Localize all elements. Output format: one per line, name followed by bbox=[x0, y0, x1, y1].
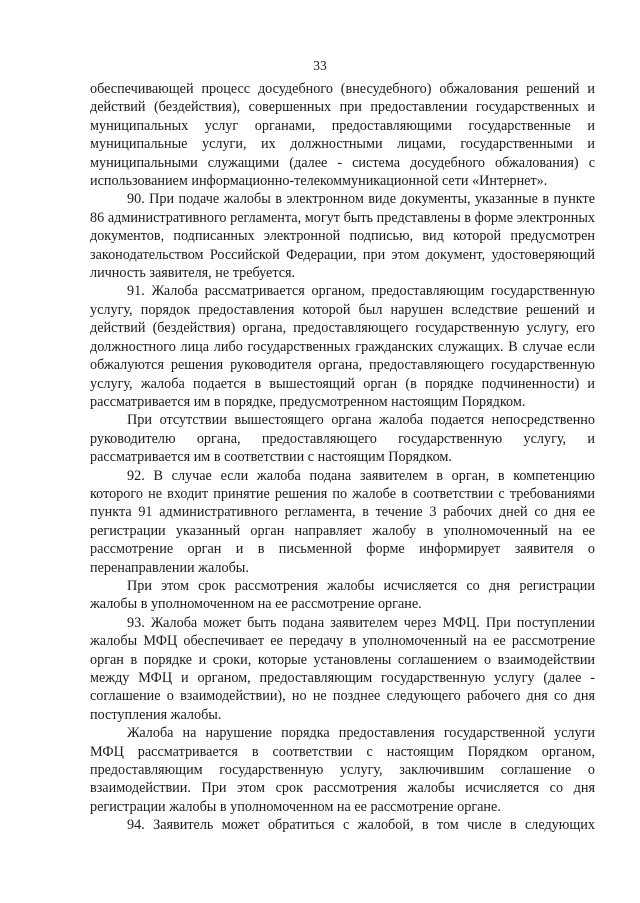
paragraph-90: 90. При подаче жалобы в электронном виде документы, указанные в пункте 86 административного регламента, могут быть представлены в форме электронных документов, подписанных электронной подписью, вид которой предусмотрен законодательством Российской Федерации, при этом документ, удостоверяющий личность заявителя, не требуется. bbox=[90, 191, 595, 282]
paragraph-92-continued: При этом срок рассмотрения жалобы исчисляется со дня регистрации жалобы в уполномоченном на ее рассмотрение органе. bbox=[90, 577, 595, 613]
paragraph-92: 92. В случае если жалоба подана заявителем в орган, в компетенцию которого не входит принятие решения по жалобе в соответствии с требованиями пункта 91 административного регламента, в течение 3 рабочих дней со дня ее регистрации указанный орган направляет жалобу в уполномоченный на ее рассмотрение орган и в письменной форме информирует заявителя о перенаправлении жалобы. bbox=[90, 467, 595, 576]
paragraph-continuation: обеспечивающей процесс досудебного (внесудебного) обжалования решений и действий (бездействия), совершенных при предоставлении государственных и муниципальных услуг органами, предоставляющими государственные и муниципальные услуги, их должностными лицами, государственными и муниципальными служащими (далее - система досудебного обжалования) с использованием информационно-телекоммуникационной сети «Интернет». bbox=[90, 81, 595, 190]
paragraph-94: 94. Заявитель может обратиться с жалобой, в том числе в следующих bbox=[127, 817, 595, 834]
paragraph-93-continued: Жалоба на нарушение порядка предоставления государственной услуги МФЦ рассматривается в соответствии с настоящим Порядком органом, предоставляющим государственную услугу, заключившим соглашение о взаимодействии. При этом срок рассмотрения жалобы исчисляется со дня регистрации жалобы в уполномоченном на ее рассмотрение органе. bbox=[90, 725, 595, 815]
document-body bbox=[90, 80, 595, 835]
paragraph-91-continued: При отсутствии вышестоящего органа жалоба подается непосредственно руководителю органа, предоставляющего государственную услугу, и рассматривается им в соответствии с настоящим Порядком. bbox=[90, 412, 595, 466]
paragraph-91: 91. Жалоба рассматривается органом, предоставляющим государственную услугу, порядок предоставления которой был нарушен вследствие решений и действий (бездействия) органа, предоставляющего государственную услугу, его должностного лица либо государственных гражданских служащих. В случае если обжалуются решения руководителя органа, предоставляющего государственную услугу, жалоба подается в вышестоящий орган (в порядке подчиненности) и рассматривается им в порядке, предусмотренном настоящим Порядком. bbox=[90, 283, 595, 410]
page-number: 33 bbox=[313, 58, 327, 73]
paragraph-93: 93. Жалоба может быть подана заявителем через МФЦ. При поступлении жалобы МФЦ обеспечивает ее передачу в уполномоченный на ее рассмотрение орган в порядке и сроки, которые установлены соглашением о взаимодействии между МФЦ и органом, предоставляющим государственную услугу (далее - соглашение о взаимодействии), но не позднее следующего рабочего дня со дня поступления жалобы. bbox=[90, 614, 595, 723]
